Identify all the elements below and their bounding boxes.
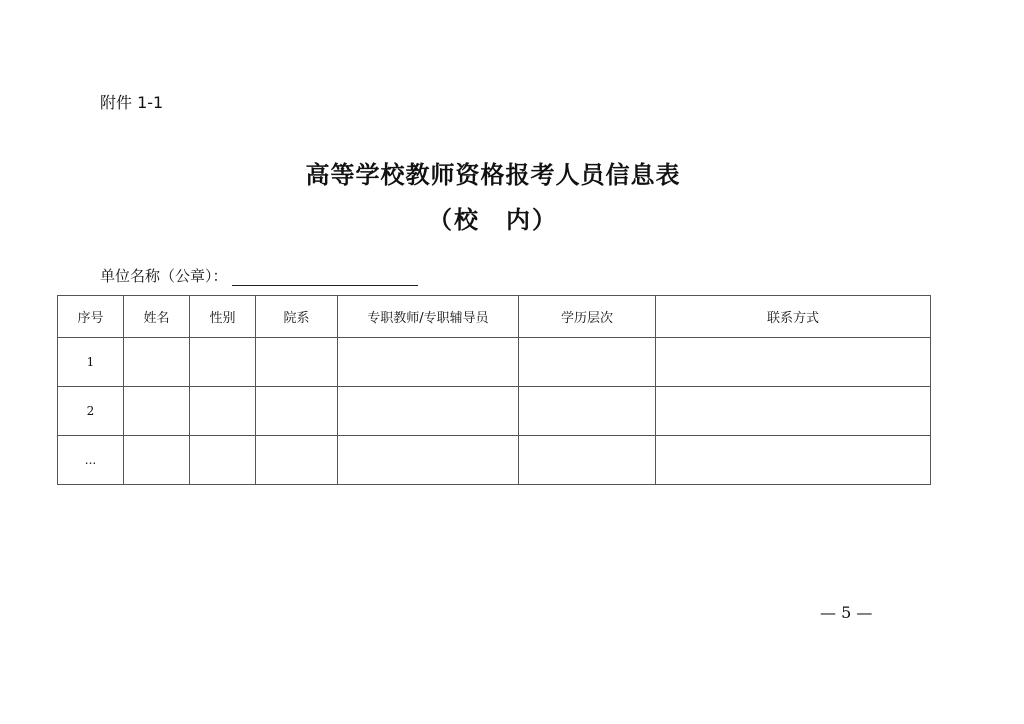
table-header-row [58,296,931,338]
department-cell[interactable] [256,436,338,485]
row-index-cell: ... [58,436,124,485]
name-cell[interactable] [124,387,190,436]
gender-cell[interactable] [190,338,256,387]
row-index-cell: 1 [58,338,124,387]
attachment-label: 附件 1-1 [100,93,164,112]
contact-cell[interactable] [656,338,931,387]
table-row [58,436,931,485]
unit-name-blank-line[interactable] [232,266,418,286]
header-position-type: 专职教师/专职辅导员 [338,296,519,338]
department-cell[interactable] [256,387,338,436]
header-contact: 联系方式 [656,296,931,338]
education-cell[interactable] [519,338,656,387]
document-subtitle: （校 内） [428,205,558,234]
header-index: 序号 [58,296,124,338]
position-type-cell[interactable] [338,436,519,485]
header-gender: 性别 [190,296,256,338]
name-cell[interactable] [124,338,190,387]
contact-cell[interactable] [656,436,931,485]
department-cell[interactable] [256,338,338,387]
position-type-cell[interactable] [338,387,519,436]
info-table [57,295,931,485]
gender-cell[interactable] [190,387,256,436]
table-row [58,338,931,387]
education-cell[interactable] [519,387,656,436]
unit-name-row [100,265,418,286]
education-cell[interactable] [519,436,656,485]
page-number: — 5 — [820,603,873,622]
unit-name-label: 单位名称（公章）： [100,267,228,285]
table-row [58,387,931,436]
contact-cell[interactable] [656,387,931,436]
header-education: 学历层次 [519,296,656,338]
name-cell[interactable] [124,436,190,485]
position-type-cell[interactable] [338,338,519,387]
row-index-cell: 2 [58,387,124,436]
header-name: 姓名 [124,296,190,338]
gender-cell[interactable] [190,436,256,485]
document-title: 高等学校教师资格报考人员信息表 [305,160,681,189]
header-department: 院系 [256,296,338,338]
